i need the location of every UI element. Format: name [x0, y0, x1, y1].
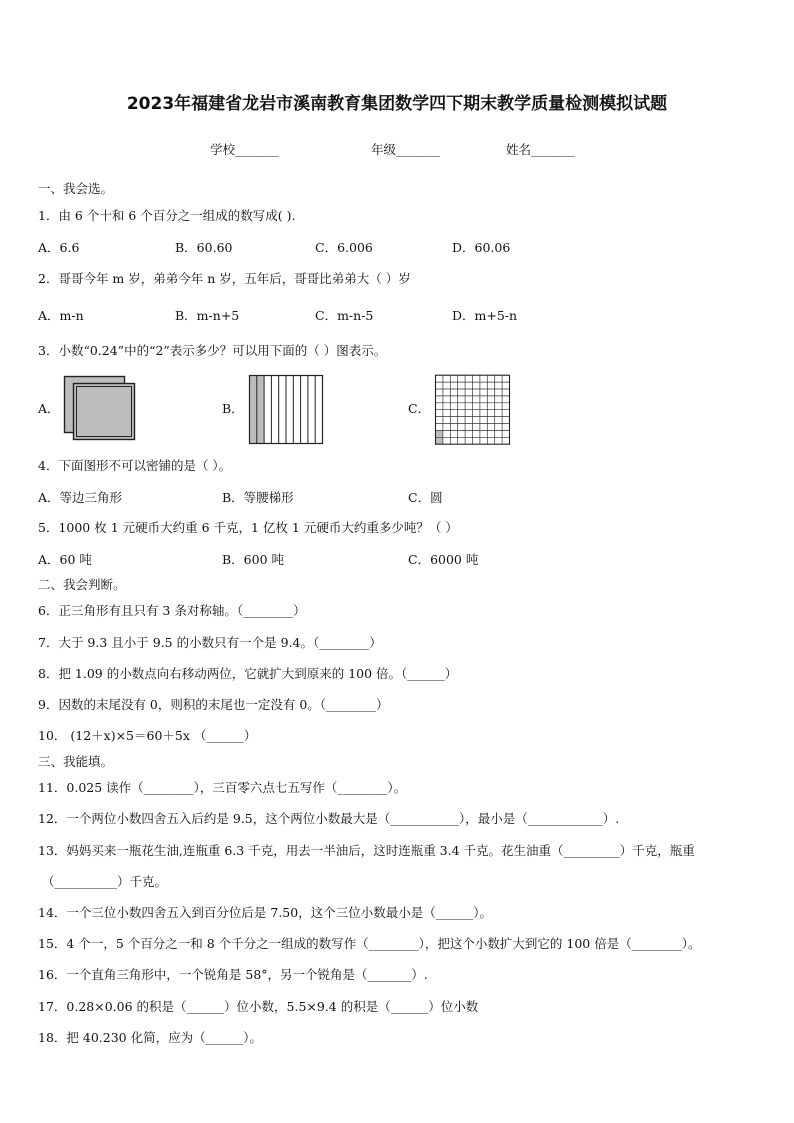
q1-option-a[interactable]: A．6.6 [38, 240, 80, 255]
figure-b-tenths [247, 374, 325, 446]
q7-text: 7．大于 9.3 且小于 9.5 的小数只有一个是 9.4。（________） [38, 635, 382, 650]
q6-text: 6．正三角形有且只有 3 条对称轴。（________） [38, 603, 306, 618]
q17-text: 17．0.28×0.06 的积是（______）位小数，5.5×9.4 的积是（______）位小数 [38, 999, 479, 1014]
q5-option-c[interactable]: C．6000 吨 [408, 552, 479, 567]
q3-option-b[interactable]: B． [222, 401, 244, 416]
q2-stem: 2．哥哥今年 m 岁，弟弟今年 n 岁，五年后，哥哥比弟弟大（ ）岁 [38, 271, 411, 286]
q3-option-a[interactable]: A． [38, 401, 60, 416]
q5-option-b[interactable]: B．600 吨 [222, 552, 285, 567]
q10-text: 10． (12＋x)×5＝60＋5x （______） [38, 728, 257, 743]
q3-stem: 3．小数“0.24”中的“2”表示多少？可以用下面的（ ）图表示。 [38, 343, 387, 358]
q2-option-c[interactable]: C．m-n-5 [315, 308, 374, 323]
q5-stem: 5．1000 枚 1 元硬币大约重 6 千克，1 亿枚 1 元硬币大约重多少吨？（ ） [38, 520, 458, 535]
figure-a-squares [60, 372, 140, 444]
q12-text: 12．一个两位小数四舍五入后约是 9.5，这个两位小数最大是（___________），最小是（____________）. [38, 811, 620, 826]
q4-option-b[interactable]: B．等腰梯形 [222, 490, 294, 505]
q15-text: 15．4 个一，5 个百分之一和 8 个千分之一组成的数写作（________），把这个小数扩大到它的 100 倍是（________）。 [38, 936, 701, 951]
q4-option-c[interactable]: C．圆 [408, 490, 443, 505]
q11-text: 11．0.025 读作（________），三百零六点七五写作（________）。 [38, 780, 407, 795]
school-field[interactable]: 学校_______ [210, 142, 279, 157]
q2-option-d[interactable]: D．m+5-n [452, 308, 518, 323]
q13-text-line1: 13．妈妈买来一瓶花生油,连瓶重 6.3 千克，用去一半油后，这时连瓶重 3.4 千克。花生油重（_________）千克，瓶重 [38, 843, 695, 858]
section-1-heading: 一、我会选。 [38, 181, 114, 196]
section-3-heading: 三、我能填。 [38, 754, 114, 769]
q1-stem: 1．由 6 个十和 6 个百分之一组成的数写成( ). [38, 208, 296, 223]
page-title: 2023年福建省龙岩市溪南教育集团数学四下期末教学质量检测模拟试题 [126, 94, 668, 114]
q14-text: 14．一个三位小数四舍五入到百分位后是 7.50，这个三位小数最小是（______）。 [38, 905, 492, 920]
q4-option-a[interactable]: A．等边三角形 [38, 490, 123, 505]
q9-text: 9．因数的末尾没有 0，则积的末尾也一定没有 0。（________） [38, 697, 389, 712]
grade-field[interactable]: 年级_______ [371, 142, 440, 157]
name-field[interactable]: 姓名_______ [506, 142, 575, 157]
figure-c-hundredths [433, 372, 517, 446]
q3-option-c[interactable]: C． [408, 401, 431, 416]
section-2-heading: 二、我会判断。 [38, 577, 126, 592]
q16-text: 16．一个直角三角形中，一个锐角是 58°，另一个锐角是（_______）. [38, 967, 428, 982]
q8-text: 8．把 1.09 的小数点向右移动两位，它就扩大到原来的 100 倍。（______） [38, 666, 458, 681]
q18-text: 18．把 40.230 化简，应为（______）。 [38, 1030, 262, 1045]
q2-option-b[interactable]: B．m-n+5 [175, 308, 240, 323]
q1-option-c[interactable]: C．6.006 [315, 240, 373, 255]
q13-text-line2: （__________）千克。 [42, 874, 168, 889]
q1-option-b[interactable]: B．60.60 [175, 240, 233, 255]
q5-option-a[interactable]: A．60 吨 [38, 552, 92, 567]
q4-stem: 4．下面图形不可以密铺的是（ ）。 [38, 458, 232, 473]
q1-option-d[interactable]: D．60.06 [452, 240, 511, 255]
q2-option-a[interactable]: A．m-n [38, 308, 84, 323]
